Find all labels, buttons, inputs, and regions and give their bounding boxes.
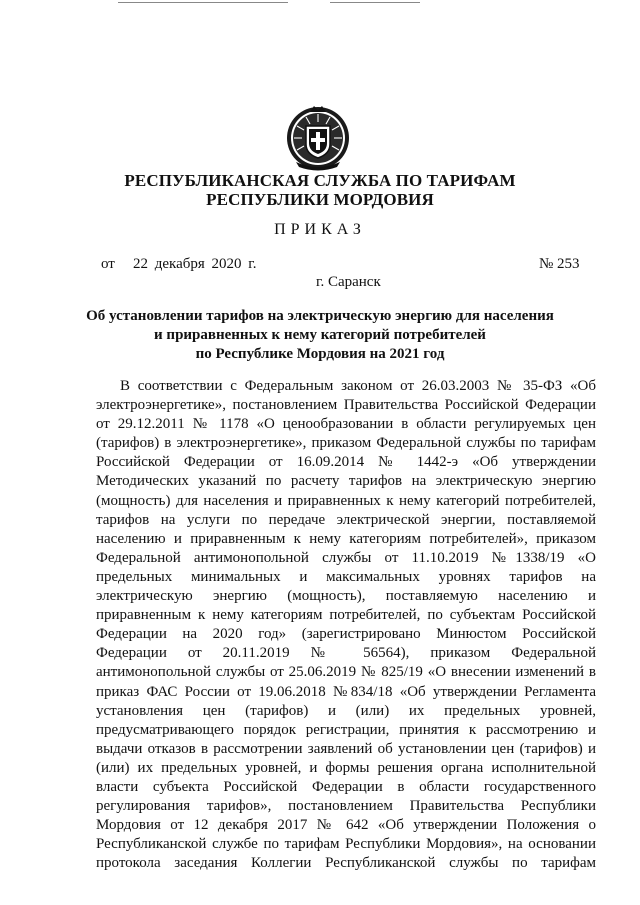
scan-artifact-line bbox=[118, 2, 288, 3]
body-line: Федеральной антимонопольной службы от 11.10.2019 №1338/19 «О bbox=[96, 549, 596, 566]
body-line: предусматривающего порядок регистрации, принятия к рассмотрению и bbox=[96, 721, 596, 738]
document-type-title: ПРИКАЗ bbox=[274, 221, 366, 238]
body-paragraph bbox=[96, 377, 596, 873]
body-line: выдачи отказов в рассмотрении заявлений об установлении цен (тарифов) и bbox=[96, 740, 596, 757]
body-line: Российской Федерации от 16.09.2014 № 1442-э «Об утверждении bbox=[96, 454, 596, 471]
subject-line3: по Республике Мордовия на 2021 год bbox=[195, 346, 445, 362]
body-line: Федерации на 2020 год» (зарегистрировано Минюстом Российской bbox=[96, 626, 596, 643]
organization-title-line1: РЕСПУБЛИКАНСКАЯ СЛУЖБА ПО ТАРИФАМ bbox=[124, 171, 516, 190]
date-prefix: от bbox=[101, 256, 115, 272]
body-line: Мордовия от 12 декабря 2017 № 642 «Об утверждении Положения о bbox=[96, 817, 596, 834]
body-line: Методических указаний по расчету тарифов на электрическую энергию bbox=[96, 473, 596, 490]
body-line: (мощность) для населения и приравненных к нему категорий потребителей, bbox=[96, 492, 596, 509]
subject-line2: и приравненных к нему категорий потребителей bbox=[154, 327, 486, 343]
subject-line1: Об установлении тарифов на электрическую энергию для населения bbox=[86, 308, 554, 324]
document-city: г. Саранск bbox=[316, 274, 381, 290]
document-date: 22 декабря 2020 г. bbox=[133, 256, 257, 272]
body-line: приравненным к нему категориям потребителей, по субъектам Российской bbox=[96, 607, 596, 624]
coat-of-arms-icon bbox=[282, 100, 354, 172]
scan-artifact-line bbox=[330, 2, 420, 3]
document-number: № 253 bbox=[539, 256, 580, 272]
body-line: установления цен (тарифов) и (или) их предельных уровней, bbox=[96, 702, 596, 719]
body-line: (или) их предельных уровней, и формы решения органа исполнительной bbox=[96, 759, 596, 776]
body-line: тарифов на услуги по передаче электрической энергии, поставляемой bbox=[96, 511, 596, 528]
body-line: от 29.12.2011 № 1178 «О ценообразовании в области регулируемых цен bbox=[96, 416, 596, 433]
body-line: приказ ФАС России от 19.06.2018 №834/18 «Об утверждении Регламента bbox=[96, 683, 596, 700]
body-line: В соответствии с Федеральным законом от 26.03.2003 № 35-ФЗ «Об bbox=[120, 378, 596, 394]
body-line: протокола заседания Коллегии Республиканской службы по тарифам bbox=[96, 855, 596, 872]
body-line: электрическую энергию (мощность), поставляемую населению и bbox=[96, 588, 596, 605]
organization-title-line2: РЕСПУБЛИКИ МОРДОВИЯ bbox=[206, 190, 434, 209]
body-line: Республиканской службе по тарифам Республики Мордовия», на основании bbox=[96, 836, 596, 853]
body-line: регулирования тарифов», постановлением Правительства Республики bbox=[96, 798, 596, 815]
body-line: (тарифов) в электроэнергетике», приказом Федеральной службы по тарифам bbox=[96, 435, 596, 452]
body-line: Федерации от 20.11.2019 № 56564), приказом Федеральной bbox=[96, 645, 596, 662]
body-line: власти субъекта Российской Федерации в области государственного bbox=[96, 778, 596, 795]
body-line: электроэнергетике», постановлением Правительства Российской Федерации bbox=[96, 397, 596, 414]
body-line: населению и приравненным к нему категориям потребителей», приказом bbox=[96, 530, 596, 547]
body-line: антимонопольной службы от 25.06.2019 № 825/19 «О внесении изменений в bbox=[96, 664, 596, 681]
body-line: предельных минимальных и максимальных уровнях тарифов на bbox=[96, 568, 596, 585]
